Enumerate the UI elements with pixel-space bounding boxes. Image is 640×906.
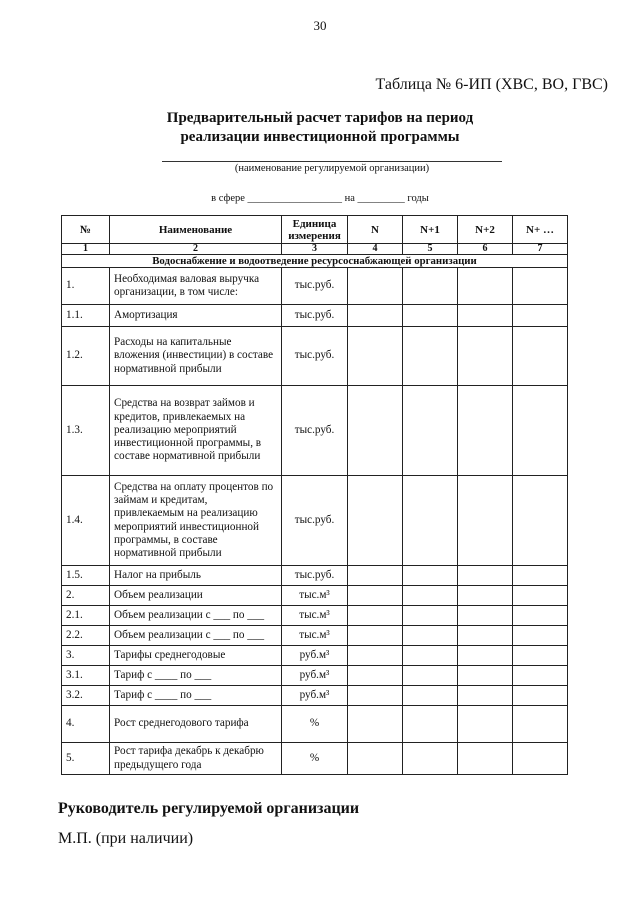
value-cell-n1 (403, 706, 458, 743)
title-line-1: Предварительный расчет тарифов на период (166, 110, 474, 126)
table-row (62, 586, 568, 606)
value-cell-n2 (458, 666, 513, 686)
title-line-2: реализации инвестиционной программы (180, 129, 460, 145)
header-unit: Единица измерения (282, 216, 348, 244)
table-row (62, 743, 568, 775)
row-number: 1.2. (62, 327, 110, 386)
value-cell-n2 (458, 706, 513, 743)
table-row (62, 327, 568, 386)
value-cell-n (348, 268, 403, 305)
column-number-row (62, 244, 568, 255)
header-year-n: N (348, 216, 403, 244)
header-name: Наименование (110, 216, 282, 244)
row-number: 4. (62, 706, 110, 743)
value-cell-n (348, 586, 403, 606)
row-number: 2.1. (62, 606, 110, 626)
row-number: 5. (62, 743, 110, 775)
row-name: Объем реализации с ___ по ___ (110, 606, 282, 626)
value-cell-n1 (403, 566, 458, 586)
value-cell-n1 (403, 268, 458, 305)
value-cell-n (348, 706, 403, 743)
column-number: 2 (110, 244, 282, 255)
table-row (62, 268, 568, 305)
value-cell-n (348, 305, 403, 327)
value-cell-n2 (458, 268, 513, 305)
value-cell-n1 (403, 686, 458, 706)
value-cell-n1 (403, 386, 458, 476)
value-cell-n1 (403, 646, 458, 666)
row-name: Средства на возврат займов и кредитов, привлекаемых на реализацию мероприятий инвестиционной программы, в составе нормативной прибыли (110, 386, 282, 476)
row-number: 1.4. (62, 476, 110, 566)
value-cell-n1 (403, 305, 458, 327)
row-name: Объем реализации (110, 586, 282, 606)
value-cell-n (348, 386, 403, 476)
section-title: Водоснабжение и водоотведение ресурсоснабжающей организации (62, 255, 568, 268)
organization-caption: (наименование регулируемой организации) (234, 163, 430, 174)
value-cell-more (513, 305, 568, 327)
row-unit: тыс.м³ (282, 626, 348, 646)
column-number: 4 (348, 244, 403, 255)
row-unit: тыс.м³ (282, 606, 348, 626)
value-cell-n1 (403, 586, 458, 606)
value-cell-n2 (458, 305, 513, 327)
row-name: Тарифы среднегодовые (110, 646, 282, 666)
value-cell-n (348, 327, 403, 386)
value-cell-n1 (403, 743, 458, 775)
row-unit: тыс.руб. (282, 476, 348, 566)
value-cell-n2 (458, 476, 513, 566)
value-cell-n2 (458, 646, 513, 666)
row-number: 1.1. (62, 305, 110, 327)
value-cell-more (513, 626, 568, 646)
value-cell-n2 (458, 586, 513, 606)
row-number: 1.3. (62, 386, 110, 476)
row-name: Расходы на капитальные вложения (инвестиции) в составе нормативной прибыли (110, 327, 282, 386)
row-unit: тыс.руб. (282, 305, 348, 327)
value-cell-n2 (458, 327, 513, 386)
row-number: 1. (62, 268, 110, 305)
table-row (62, 686, 568, 706)
row-name: Рост тарифа декабрь к декабрю предыдущего года (110, 743, 282, 775)
value-cell-n2 (458, 626, 513, 646)
table-row (62, 646, 568, 666)
header-year-more: N+ … (513, 216, 568, 244)
value-cell-more (513, 386, 568, 476)
row-unit: % (282, 743, 348, 775)
table-header-row (62, 216, 568, 244)
sphere-period-line: в сфере __________________ на _________ годы (211, 193, 429, 204)
row-number: 3. (62, 646, 110, 666)
value-cell-n (348, 566, 403, 586)
row-unit: % (282, 706, 348, 743)
tariff-table (61, 215, 568, 775)
row-name: Тариф с ____ по ___ (110, 686, 282, 706)
value-cell-more (513, 476, 568, 566)
table-row (62, 606, 568, 626)
table-row (62, 386, 568, 476)
document-title (0, 109, 640, 147)
value-cell-n1 (403, 666, 458, 686)
value-cell-n (348, 686, 403, 706)
value-cell-more (513, 606, 568, 626)
value-cell-n (348, 626, 403, 646)
row-number: 3.1. (62, 666, 110, 686)
header-number: № (62, 216, 110, 244)
section-row (62, 255, 568, 268)
row-name: Необходимая валовая выручка организации, в том числе: (110, 268, 282, 305)
table-row (62, 666, 568, 686)
column-number: 7 (513, 244, 568, 255)
stamp-note: М.П. (при наличии) (58, 830, 194, 847)
value-cell-n (348, 743, 403, 775)
page-number: 30 (313, 18, 327, 33)
value-cell-n1 (403, 606, 458, 626)
value-cell-n (348, 666, 403, 686)
row-name: Средства на оплату процентов по займам и кредитам, привлекаемым на реализацию мероприятий инвестиционной программы, в составе нормативной прибыли (110, 476, 282, 566)
value-cell-n2 (458, 743, 513, 775)
row-name: Амортизация (110, 305, 282, 327)
row-unit: тыс.руб. (282, 566, 348, 586)
value-cell-more (513, 646, 568, 666)
row-number: 3.2. (62, 686, 110, 706)
row-name: Рост среднегодового тарифа (110, 706, 282, 743)
row-unit: тыс.руб. (282, 386, 348, 476)
header-year-n2: N+2 (458, 216, 513, 244)
organization-name-line (162, 161, 502, 162)
row-name: Тариф с ____ по ___ (110, 666, 282, 686)
value-cell-more (513, 706, 568, 743)
table-id: Таблица № 6-ИП (ХВС, ВО, ГВС) (375, 76, 608, 93)
row-unit: тыс.руб. (282, 327, 348, 386)
signatory-label: Руководитель регулируемой организации (58, 800, 360, 817)
value-cell-n (348, 476, 403, 566)
table-row (62, 476, 568, 566)
table-row (62, 626, 568, 646)
value-cell-n2 (458, 686, 513, 706)
value-cell-n2 (458, 386, 513, 476)
column-number: 1 (62, 244, 110, 255)
row-unit: руб.м³ (282, 646, 348, 666)
value-cell-n1 (403, 476, 458, 566)
value-cell-n2 (458, 566, 513, 586)
table-row (62, 706, 568, 743)
column-number: 5 (403, 244, 458, 255)
value-cell-n (348, 646, 403, 666)
row-unit: тыс.руб. (282, 268, 348, 305)
value-cell-n1 (403, 626, 458, 646)
table-row (62, 305, 568, 327)
column-number: 3 (282, 244, 348, 255)
row-name: Объем реализации с ___ по ___ (110, 626, 282, 646)
value-cell-more (513, 586, 568, 606)
row-unit: руб.м³ (282, 666, 348, 686)
row-name: Налог на прибыль (110, 566, 282, 586)
value-cell-more (513, 327, 568, 386)
row-unit: руб.м³ (282, 686, 348, 706)
value-cell-more (513, 566, 568, 586)
row-number: 1.5. (62, 566, 110, 586)
column-number: 6 (458, 244, 513, 255)
value-cell-more (513, 666, 568, 686)
value-cell-n (348, 606, 403, 626)
row-unit: тыс.м³ (282, 586, 348, 606)
header-year-n1: N+1 (403, 216, 458, 244)
table-row (62, 566, 568, 586)
value-cell-more (513, 686, 568, 706)
row-number: 2.2. (62, 626, 110, 646)
row-number: 2. (62, 586, 110, 606)
value-cell-more (513, 268, 568, 305)
value-cell-n2 (458, 606, 513, 626)
value-cell-more (513, 743, 568, 775)
value-cell-n1 (403, 327, 458, 386)
